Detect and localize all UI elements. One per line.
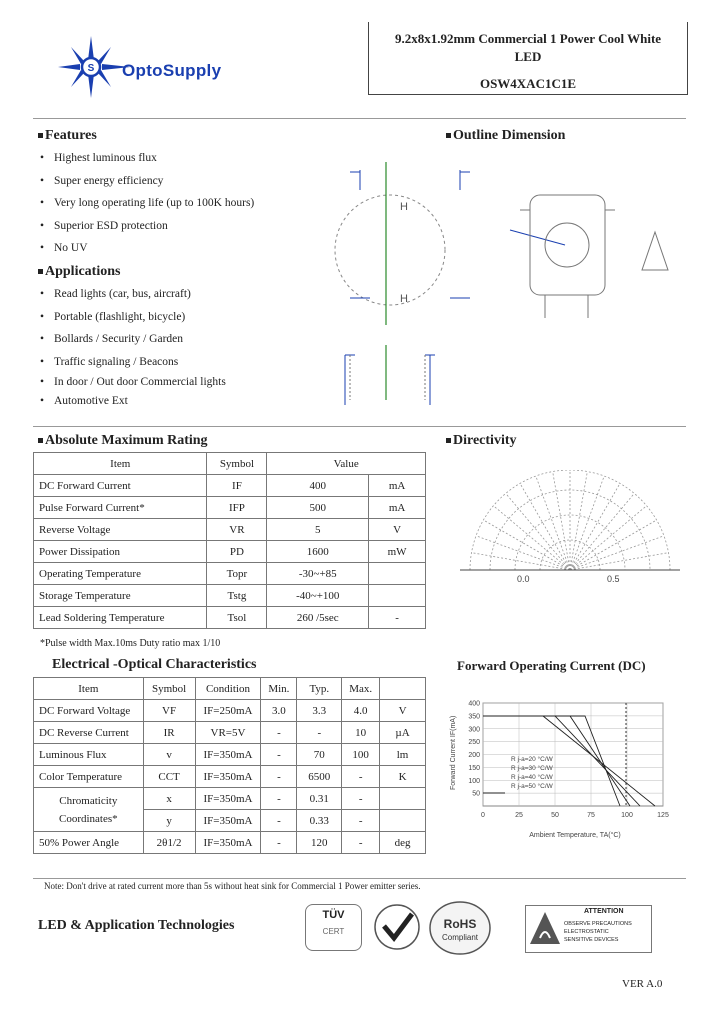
- table-row: Pulse Forward Current* IFP 500 mA: [34, 497, 426, 519]
- directivity-heading: Directivity: [446, 433, 517, 449]
- list-item: • Highest luminous flux: [40, 152, 157, 164]
- footer-note: Note: Don't drive at rated current more than 5s without heat sink for Commercial 1 Power emitter series.: [44, 881, 421, 891]
- divider: [33, 426, 686, 427]
- foc-y-tick: 250: [468, 739, 480, 747]
- table-row: DC Reverse Current IR VR=5V - - 10 µA: [34, 722, 426, 744]
- list-item: • Bollards / Security / Garden: [40, 333, 184, 346]
- foc-x-tick: 25: [515, 812, 523, 819]
- foc-y-tick: 150: [468, 764, 480, 772]
- foc-y-tick: 100: [468, 777, 480, 785]
- list-item: • Read lights (car, bus, aircraft): [40, 288, 191, 300]
- foc-legend: R j-a=20 °C/W: [511, 756, 553, 763]
- compliance-check-icon: [372, 902, 422, 952]
- part-number: OSW4XAC1C1E: [479, 76, 577, 91]
- foc-y-tick: 50: [472, 790, 480, 798]
- list-item: • Traffic signaling / Beacons: [40, 355, 179, 368]
- directivity-ray: [520, 483, 570, 570]
- foc-y-tick: 400: [468, 700, 480, 708]
- divider: [33, 878, 686, 879]
- table-row: DC Forward Voltage VF IF=250mA 3.0 3.3 4.0 V: [34, 700, 426, 722]
- directivity-ray: [570, 493, 634, 570]
- label-h: H: [400, 293, 408, 305]
- features-heading: Features: [38, 128, 97, 144]
- directivity-chart: [455, 470, 685, 585]
- outline-dimension-drawing: [330, 150, 690, 410]
- foc-y-tick: 200: [468, 752, 480, 759]
- directivity-ray: [570, 506, 647, 570]
- table-row: Operating Temperature Topr -30~+85: [34, 563, 426, 585]
- foc-legend: R j-a=50 °C/W: [511, 783, 553, 790]
- foc-xlabel: Ambient Temperature, TA(°C): [529, 832, 621, 839]
- foc-legend: R j-a=40 °C/W: [511, 774, 553, 781]
- title-line2: LED: [514, 49, 542, 64]
- list-item: • Portable (flashlight, bicycle): [40, 310, 186, 323]
- company-name: LED & Application Technologies: [38, 918, 235, 933]
- table-row: Storage Temperature Tstg -40~+100: [34, 585, 426, 607]
- logo-name: OptoSupply: [122, 61, 222, 80]
- rohs-compliant-icon: [426, 898, 494, 958]
- table-row: Color Temperature CCT IF=350mA - 6500 - K: [34, 766, 426, 788]
- table-row: Luminous Flux v IF=350mA - 70 100 lm: [34, 744, 426, 766]
- list-item: • No UV: [40, 242, 88, 255]
- table-row: Reverse Voltage VR 5 V: [34, 519, 426, 541]
- title-box: [368, 22, 688, 95]
- table-header: Item Symbol Value: [34, 453, 426, 475]
- dir-tick-left: 0.0: [517, 574, 530, 584]
- foc-chart: [445, 695, 685, 845]
- list-item: • In door / Out door Commercial lights: [40, 376, 226, 389]
- table-row: DC Forward Current IF 400 mA: [34, 475, 426, 497]
- foc-x-tick: 50: [551, 812, 559, 819]
- divider: [33, 118, 686, 119]
- version: VER A.0: [622, 978, 663, 990]
- foc-ylabel: Forward Current IF(mA): [450, 715, 457, 790]
- list-item: • Super energy efficiency: [40, 174, 164, 187]
- directivity-ray: [570, 483, 620, 570]
- esd-warning-box: ATTENTION OBSERVE PRECAUTIONS ELECTROSTATIC SENSITIVE DEVICES: [525, 905, 652, 953]
- eoc-table: [33, 677, 426, 854]
- optosupply-logo-icon: [58, 36, 130, 98]
- directivity-ray: [493, 506, 570, 570]
- amr-note: *Pulse width Max.10ms Duty ratio max 1/10: [40, 638, 221, 649]
- svg-text:S: S: [87, 63, 95, 74]
- foc-y-tick: 300: [468, 726, 480, 734]
- directivity-ray: [570, 520, 657, 570]
- svg-text:RoHS: RoHS: [443, 917, 477, 931]
- foc-x-tick: 125: [657, 812, 669, 819]
- table-row: Chromaticity Coordinates* x IF=350mA - 0.31 -: [34, 788, 426, 810]
- list-item: • Automotive Ext: [40, 395, 128, 408]
- tuv-cert-icon: TÜV CERT: [305, 904, 362, 951]
- table-row: 50% Power Angle 2θ1/2 IF=350mA - 120 - deg: [34, 832, 426, 854]
- table-row: y IF=350mA - 0.33 -: [34, 810, 426, 832]
- directivity-ray: [483, 520, 570, 570]
- foc-x-tick: 75: [587, 812, 595, 819]
- directivity-ray: [506, 493, 570, 570]
- outline-heading: Outline Dimension: [446, 128, 565, 144]
- foc-legend: R j-a=30 °C/W: [511, 765, 553, 772]
- foc-y-tick: 350: [468, 713, 480, 721]
- features-list: [40, 147, 254, 260]
- foc-x-tick: 100: [621, 812, 633, 819]
- foc-x-tick: 0: [481, 812, 485, 819]
- foc-heading: Forward Operating Current (DC): [457, 658, 646, 673]
- table-row: Lead Soldering Temperature Tsol 260 /5sec -: [34, 607, 426, 629]
- list-item: • Superior ESD protection: [40, 219, 168, 232]
- applications-list: [40, 283, 226, 411]
- eoc-heading: Electrical -Optical Characteristics: [52, 657, 257, 672]
- dir-tick-right: 0.5: [607, 574, 620, 584]
- svg-text:Compliant: Compliant: [441, 933, 479, 942]
- table-header: Item Symbol Condition Min. Typ. Max.: [34, 678, 426, 700]
- svg-text:H: H: [400, 201, 408, 213]
- table-row: Power Dissipation PD 1600 mW: [34, 541, 426, 563]
- amr-heading: Absolute Maximum Rating: [38, 433, 208, 449]
- amr-table: [33, 452, 426, 629]
- title-line1: 9.2x8x1.92mm Commercial 1 Power Cool White: [394, 31, 662, 46]
- applications-heading: Applications: [38, 264, 120, 280]
- list-item: • Very long operating life (up to 100K hours): [40, 197, 255, 210]
- esd-warning-icon: [528, 910, 562, 948]
